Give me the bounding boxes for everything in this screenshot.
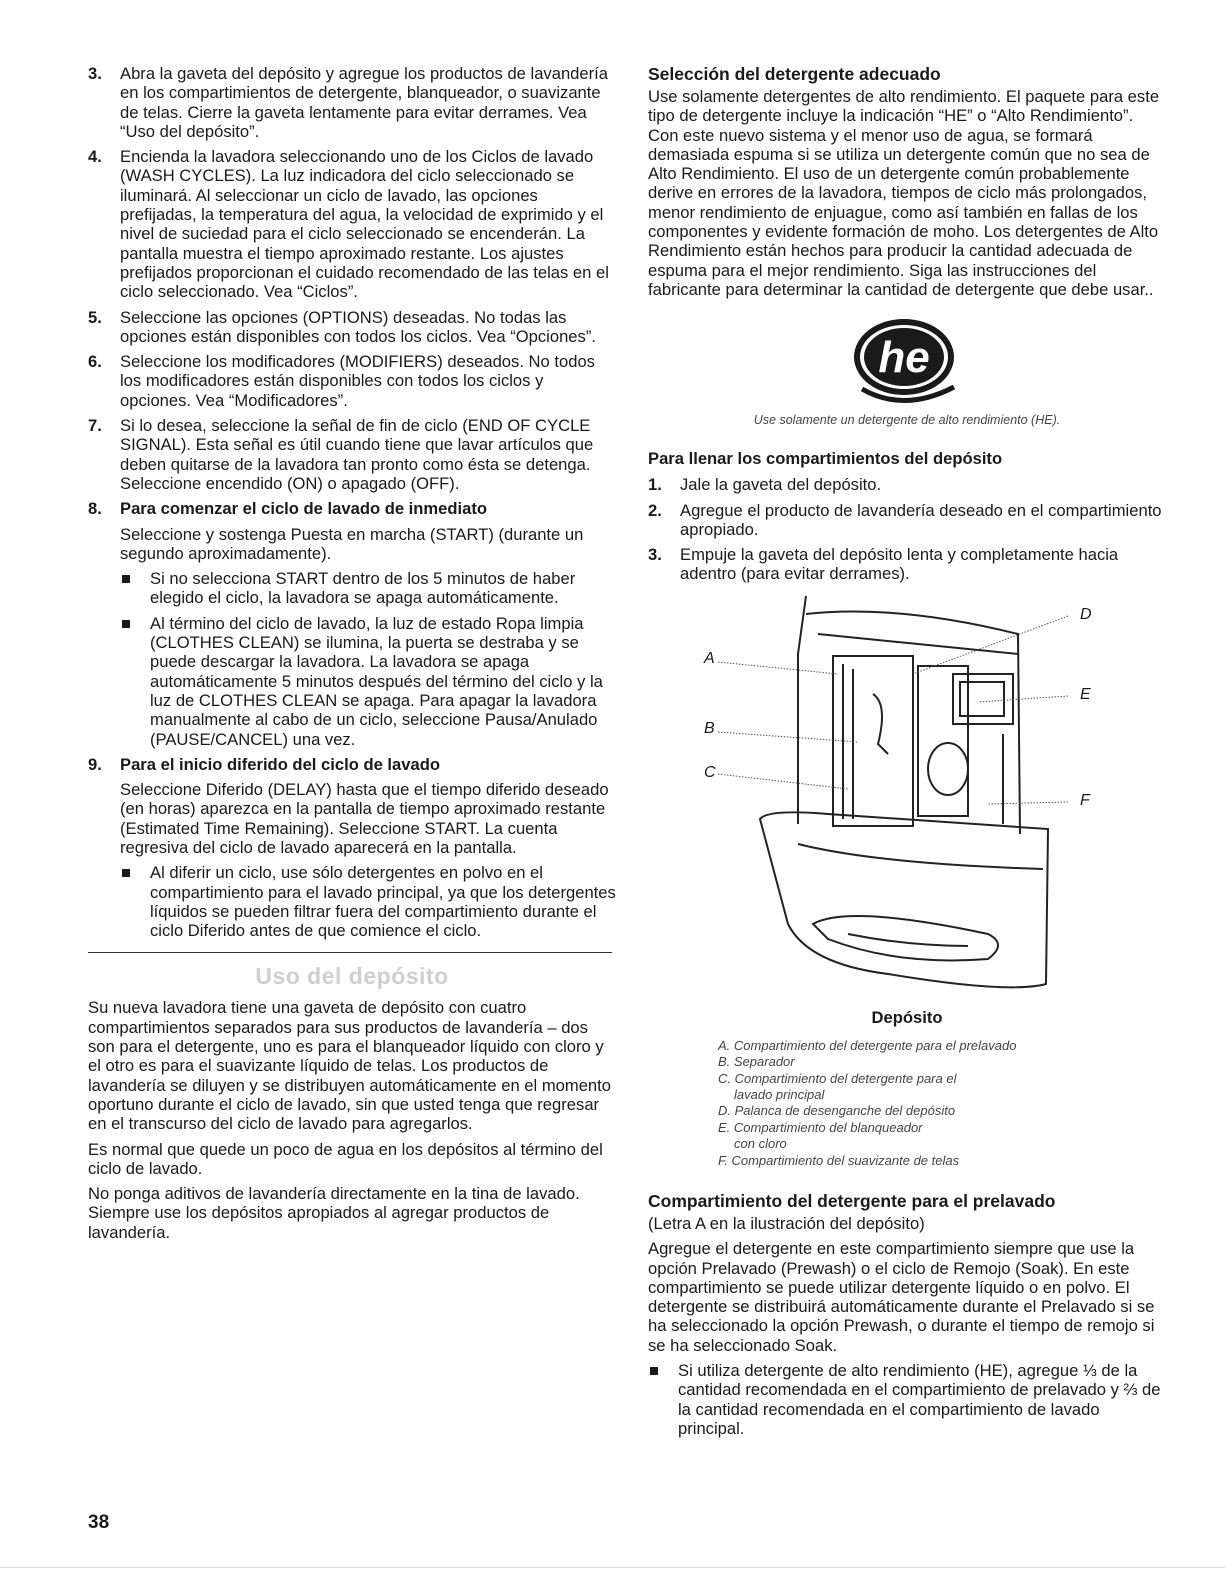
steps-list: [88, 64, 616, 940]
legend-item: con cloro: [734, 1136, 787, 1152]
step-7: 7. Si lo desea, seleccione la señal de fin de ciclo (END OF CYCLE SIGNAL). Esta señal es útil cuando tiene que lavar artículos que deben quitarse de la lavadora tan pronto como ésta se detenga. Seleccione encendido (ON) o apagado (OFF).: [88, 416, 594, 493]
section-divider: [88, 952, 612, 953]
legend-item: D. Palanca de desenganche del depósito: [718, 1103, 956, 1119]
legend-item: F. Compartimiento del suavizante de telas: [718, 1152, 960, 1168]
bullet-item: Al término del ciclo de lavado, la luz de estado Ropa limpia (CLOTHES CLEAN) se ilumina, la puerta se destraba y se puede descargar la lavadora. La lavadora se apaga automáticamente 5 minutos después del término del ciclo y la luz de CLOTHES CLEAN se apaga. Para apagar la lavadora manualmente al cabo de un ciclo, seleccione Pausa/Anulado (PAUSE/CANCEL) una vez.: [120, 614, 616, 749]
prewash-bullets: [648, 1361, 1166, 1438]
step-text: Abra la gaveta del depósito y agregue los productos de lavandería en los compartimientos de detergente, blanqueador, o suavizante de telas. Cierre la gaveta lentamente para evitar derrames. Vea “Uso del depósito”.: [120, 64, 609, 141]
step-6: 6. Seleccione los modificadores (MODIFIERS) deseados. No todos los modificadores están disponibles con todos los ciclos y opciones. Vea “Modificadores”.: [88, 352, 595, 410]
he-caption: Use solamente un detergente de alto rendimiento (HE).: [753, 413, 1061, 428]
legend-item: lavado principal: [734, 1086, 825, 1102]
prewash-subheading: (Letra A en la ilustración del depósito): [648, 1214, 925, 1233]
he-logo-icon: [842, 317, 972, 407]
step-title: Para comenzar el ciclo de lavado de inmediato: [120, 499, 488, 519]
step-text: Seleccione y sostenga Puesta en marcha (START) (durante un segundo aproximadamente).: [120, 524, 584, 563]
step-9: 9. Para el inicio diferido del ciclo de lavado Seleccione Diferido (DELAY) hasta que el tiempo diferido deseado (en horas) aparezca en la pantalla de tiempo aproximado restante (Estimated Time Remaining). Seleccione START. La cuenta regresiva del ciclo de lavado aparecerá en la pantalla. Al diferir un ciclo, use sólo detergentes en polvo en el compartimiento para el lavado principal, ya que los detergentes líquidos se pueden filtrar fuera del compartimiento durante el ciclo Diferido antes de que comience el ciclo.: [88, 754, 616, 941]
figure-title: Depósito: [871, 1007, 943, 1027]
step-4: 4. Encienda la lavadora seleccionando uno de los Ciclos de lavado (WASH CYCLES). La luz indicadora del ciclo seleccionado se iluminará. Al seleccionar un ciclo de lavado, las opciones prefijadas, la temperatura del agua, la velocidad de exprimido y el nivel de suciedad para el ciclo seleccionado se encenderán. La pantalla muestra el tiempo aproximado restante. Los ajustes prefijados proporcionan el cuidado recomendado de las telas en el ciclo seleccionado. Vea “Ciclos”.: [88, 147, 609, 302]
step-text: Encienda la lavadora seleccionando uno de los Ciclos de lavado (WASH CYCLES). La luz indicadora del ciclo seleccionado se iluminará. Al seleccionar un ciclo de lavado, las opciones prefijadas, la temperatura del agua, la velocidad de exprimido y el nivel de suciedad para el ciclo seleccionado se encenderán. La pantalla muestra el tiempo aproximado restante. Los ajustes prefijados proporcionan el cuidado recomendado de las telas en el ciclo seleccionado. Vea “Ciclos”.: [120, 147, 609, 302]
bullet-item: Si utiliza detergente de alto rendimiento (HE), agregue ⅓ de la cantidad recomendada en el compartimiento de prelavado y ⅔ de la cantidad recomendada en el compartimiento de lavado principal.: [648, 1361, 1166, 1438]
detergent-heading: Selección del detergente adecuado: [648, 64, 941, 84]
label-b: B: [704, 719, 715, 737]
step-8: 8. Para comenzar el ciclo de lavado de inmediato Seleccione y sostenga Puesta en marcha (START) (durante un segundo aproximadamente). Si no selecciona START dentro de los 5 minutos de haber elegido el ciclo, la lavadora se apaga automáticamente. Al término del ciclo de lavado, la luz de estado Ropa limpia (CLOTHES CLEAN) se ilumina, la puerta se destraba y se puede descargar la lavadora. La lavadora se apaga automáticamente 5 minutos después del término del ciclo y la luz de CLOTHES CLEAN se apaga. Para apagar la lavadora manualmente al cabo de un ciclo, seleccione Pausa/Anulado (PAUSE/CANCEL) una vez.: [88, 499, 616, 749]
page-bottom-border: [0, 1567, 1225, 1568]
page-number: 38: [88, 1512, 110, 1533]
label-e: E: [1080, 685, 1091, 703]
prewash-paragraph: Agregue el detergente en este compartimiento siempre que use la opción Prelavado (Prewash) o el ciclo de Remojo (Soak). En este compartimiento se puede utilizar detergente líquido o en polvo. El detergente se distribuirá automáticamente durante el Prelavado si se ha seleccionado la opción Prewash, o durante el tiempo de remojo si se ha seleccionado Soak.: [648, 1239, 1155, 1355]
step-text: Seleccione Diferido (DELAY) hasta que el tiempo diferido deseado (en horas) aparezca en la pantalla de tiempo aproximado restante (Estimated Time Remaining). Seleccione START. La cuenta regresiva del ciclo de lavado aparecerá en la pantalla.: [120, 780, 609, 857]
step-title: Para el inicio diferido del ciclo de lavado: [120, 754, 440, 774]
label-d: D: [1080, 605, 1092, 623]
paragraph: Su nueva lavadora tiene una gaveta de depósito con cuatro compartimientos separados para sus productos de lavandería – dos son para el detergente, uno es para el blanqueador líquido con cloro y el otro es para el suavizante líquido de telas. Los productos de lavandería se diluyen y se distribuyen automáticamente en el momento oportuno durante el ciclo de lavado, sin que usted tenga que regresar en el transcurso del ciclo de lavado para agregarlos.: [88, 998, 611, 1134]
left-column: [88, 64, 616, 1248]
legend-item: C. Compartimiento del detergente para el: [718, 1070, 957, 1086]
dispenser-illustration: [648, 594, 1166, 1004]
paragraph: Es normal que quede un poco de agua en los depósitos al término del ciclo de lavado.: [88, 1139, 603, 1178]
label-a: A: [704, 649, 715, 667]
legend-item: E. Compartimiento del blanqueador: [718, 1119, 923, 1135]
step-5: 5. Seleccione las opciones (OPTIONS) deseadas. No todas las opciones están disponibles con todos los ciclos. Vea “Opciones”.: [88, 307, 596, 346]
fill-heading: Para llenar los compartimientos del depósito: [648, 449, 1003, 469]
svg-text:he: he: [878, 333, 930, 383]
section-title: Uso del depósito: [255, 963, 449, 990]
bullet-list: [120, 863, 616, 940]
legend-item: B. Separador: [718, 1054, 795, 1070]
prewash-heading: Compartimiento del detergente para el prelavado: [648, 1191, 1056, 1211]
fill-steps: [648, 475, 1166, 583]
legend-item: A. Compartimiento del detergente para el prelavado: [718, 1037, 1017, 1053]
fill-step: 3. Empuje la gaveta del depósito lenta y completamente hacia adentro (para evitar derrames).: [648, 545, 1119, 584]
bullet-item: Si no selecciona START dentro de los 5 minutos de haber elegido el ciclo, la lavadora se apaga automáticamente.: [120, 569, 616, 608]
label-f: F: [1080, 791, 1090, 809]
bullet-list: [120, 569, 616, 749]
step-text: Si lo desea, seleccione la señal de fin de ciclo (END OF CYCLE SIGNAL). Esta señal es útil cuando tiene que lavar artículos que deben quitarse de la lavadora tan pronto como ésta se detenga. Seleccione encendido (ON) o apagado (OFF).: [120, 416, 594, 493]
paragraph: No ponga aditivos de lavandería directamente en la tina de lavado. Siempre use los depósitos apropiados al agregar productos de lavandería.: [88, 1184, 580, 1242]
right-column: [648, 64, 1166, 1444]
step-text: Seleccione los modificadores (MODIFIERS) deseados. No todos los modificadores están disponibles con todos los ciclos y opciones. Vea “Modificadores”.: [120, 352, 595, 410]
bullet-item: Al diferir un ciclo, use sólo detergentes en polvo en el compartimiento para el lavado principal, ya que los detergentes líquidos se pueden filtrar fuera del compartimiento durante el ciclo Diferido antes de que comience el ciclo.: [120, 863, 616, 940]
step-text: Seleccione las opciones (OPTIONS) deseadas. No todas las opciones están disponibles con todos los ciclos. Vea “Opciones”.: [120, 307, 596, 346]
label-c: C: [704, 763, 716, 781]
detergent-paragraph: Use solamente detergentes de alto rendimiento. El paquete para este tipo de detergente incluye la indicación “HE” o “Alto Rendimiento”. Con este nuevo sistema y el menor uso de agua, se formará demasiada espuma si se utiliza un detergente común que no sea de Alto Rendimiento. El uso de un detergente común probablemente derive en errores de la lavadora, tiempos de ciclo más prolongados, menor rendimiento de enjuague, como así también en fallas de los componentes y evidente formación de moho. Los detergentes de Alto Rendimiento están hechos para producir la cantidad adecuada de espuma para el mejor rendimiento. Siga las instrucciones del fabricante para determinar la cantidad de detergente que debe usar..: [648, 87, 1160, 299]
step-3: 3. Abra la gaveta del depósito y agregue los productos de lavandería en los compartimientos de detergente, blanqueador, o suavizante de telas. Cierre la gaveta lentamente para evitar derrames. Vea “Uso del depósito”.: [88, 64, 609, 141]
figure-legend: [648, 1038, 1166, 1169]
fill-step: 2. Agregue el producto de lavandería deseado en el compartimiento apropiado.: [648, 500, 1162, 539]
fill-step: 1. Jale la gaveta del depósito.: [648, 475, 882, 495]
